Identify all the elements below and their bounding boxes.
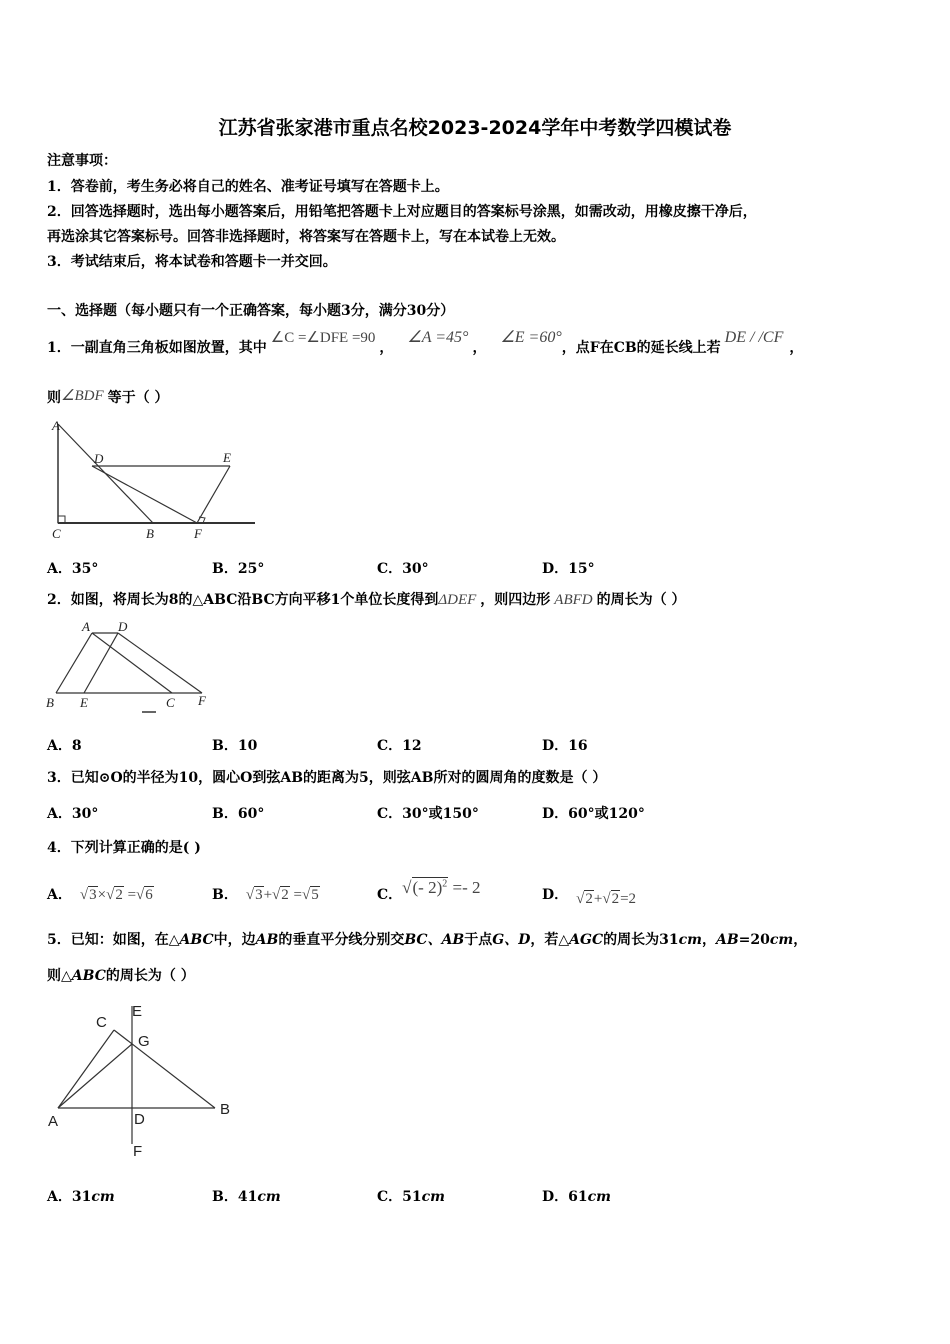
q1-option-a[interactable]: A．35°: [47, 561, 99, 577]
q2-option-d[interactable]: D．16: [542, 738, 588, 754]
q5-l1-i: ，: [793, 932, 808, 948]
q1-text: [47, 329, 804, 358]
q1-text-line2: [47, 388, 168, 408]
q3-option-b[interactable]: B．60°: [212, 806, 265, 822]
q1-formula-4: DE / /CF: [724, 329, 784, 346]
q4-d-op: +: [593, 891, 603, 907]
q4-option-a-expr: √3×√2 =√6: [79, 887, 153, 903]
q1-formula-3: ∠E =60°: [500, 329, 562, 346]
q5-line-ac: [58, 1030, 114, 1108]
q2-label-b: B: [46, 695, 54, 710]
q4-a-eq: =: [127, 887, 137, 903]
q4-option-c-letter: C．: [377, 887, 403, 903]
q4-option-d-expr: √2+√2=2: [576, 891, 637, 907]
q4-c-inner: (- 2): [412, 878, 443, 897]
notes-item-1: 1．答卷前，考生务必将自己的姓名、准考证号填写在答题卡上。: [47, 179, 449, 195]
q5-l1-a: 5．已知：如图，在△: [47, 932, 180, 948]
q5-l1-h: =20: [738, 932, 770, 948]
q4-b-r1: 3: [255, 887, 263, 903]
q4-c-exp: 2: [442, 878, 448, 890]
q4-option-b[interactable]: [212, 884, 320, 904]
q5-l1-cm1: cm: [678, 932, 702, 948]
q5-l1-f: 的周长为31: [603, 932, 679, 948]
q5-option-b-unit: cm: [257, 1189, 281, 1205]
q4-d-rhs: =2: [620, 891, 637, 907]
q5-label-e: E: [132, 1003, 143, 1020]
q4-d-r2: 2: [611, 891, 620, 907]
q5-option-d[interactable]: [542, 1186, 611, 1206]
q2-formula-2: ABFD: [554, 592, 593, 608]
q5-option-c[interactable]: [377, 1186, 445, 1206]
q5-label-a: A: [48, 1113, 59, 1130]
q5-text-line2: [47, 966, 195, 986]
q4-option-c-expr: √(- 2)$^2$ =- 2: [402, 878, 481, 897]
q4-option-a-letter: A．: [47, 887, 72, 903]
q1-label-a: A: [52, 418, 60, 433]
q4-a-op: ×: [97, 887, 107, 903]
q5-option-b-value: B．41: [212, 1189, 258, 1205]
q5-l1-ab: AB: [255, 932, 279, 948]
q4-a-r3: 6: [145, 887, 153, 903]
q5-line-cb: [114, 1030, 215, 1108]
q5-l2-b: 的周长为（ ）: [105, 968, 195, 984]
notes-item-2: 2．回答选择题时，选出每小题答案后，用铅笔把答题卡上对应题目的答案标号涂黑，如需改动，用橡皮擦干净后，: [47, 204, 757, 220]
q5-l1-bc-ab: BC、AB: [404, 932, 465, 948]
q1-option-b[interactable]: B．25°: [212, 561, 265, 577]
q2-option-b[interactable]: B．10: [212, 738, 258, 754]
q2-figure: [40, 617, 220, 717]
q5-label-d: D: [134, 1111, 145, 1128]
q5-l1-c: 的垂直平分线分别交: [278, 932, 405, 948]
q5-l1-g: ，: [701, 932, 716, 948]
page-title: 江苏省张家港市重点名校2023-2024学年中考数学四模试卷: [218, 117, 732, 139]
q5-label-f: F: [133, 1143, 143, 1160]
q2-text-c: 的周长为（ ）: [596, 592, 686, 608]
q2-text-a: 2．如图，将周长为8的△ABC沿BC方向平移1个单位长度得到: [47, 592, 439, 608]
q3-option-a[interactable]: A．30°: [47, 806, 99, 822]
q2-text: [47, 590, 686, 610]
q1-figure: [40, 416, 270, 546]
q1-formula-5: ∠BDF: [61, 388, 104, 404]
q4-option-a[interactable]: [47, 884, 154, 904]
q4-option-d-letter: D．: [542, 887, 569, 903]
q1-sep-1: ，: [379, 340, 394, 356]
q5-option-a[interactable]: [47, 1186, 115, 1206]
q5-option-a-value: A．31: [47, 1189, 92, 1205]
q3-option-c[interactable]: C．30°或150°: [377, 806, 479, 822]
notes-item-2-cont: 再选涂其它答案标号。回答非选择题时，将答案写在答题卡上，写在本试卷上无效。: [47, 229, 565, 245]
q4-d-r1: 2: [585, 891, 593, 907]
q1-text-b: ，点F在CB的延长线上若: [561, 340, 721, 356]
q2-label-f: F: [198, 693, 206, 708]
q4-b-eq: =: [293, 887, 302, 903]
q5-label-b: B: [220, 1101, 231, 1118]
q4-a-r2: 2: [115, 887, 123, 903]
q5-option-c-value: C．51: [377, 1189, 422, 1205]
q1-right-angle-c: [58, 516, 65, 523]
q5-l1-b: 中，边: [213, 932, 256, 948]
q2-option-a[interactable]: A．8: [47, 738, 82, 754]
q4-text: 4．下列计算正确的是( ): [47, 840, 201, 856]
q1-line-ef: [197, 466, 230, 523]
q4-option-c[interactable]: [377, 878, 481, 904]
q5-option-c-unit: cm: [421, 1189, 445, 1205]
q2-label-a: A: [82, 619, 90, 634]
q5-l1-agc: AGC: [569, 932, 604, 948]
q5-l1-gd: G、D: [492, 932, 531, 948]
q5-option-d-unit: cm: [587, 1189, 611, 1205]
q2-line-ab: [56, 633, 92, 693]
q2-formula-1: ΔDEF: [438, 592, 477, 608]
q1-formula-1: ∠C =∠DFE =90: [270, 330, 376, 346]
notes-item-3: 3．考试结束后，将本试卷和答题卡一并交回。: [47, 254, 337, 270]
q1-text-c: 则: [47, 390, 61, 406]
q5-l1-e: ，若△: [530, 932, 570, 948]
q2-label-d: D: [118, 619, 128, 634]
q1-label-f: F: [194, 526, 202, 541]
q2-label-e: E: [80, 695, 88, 710]
q5-l1-abc: ABC: [179, 932, 214, 948]
q1-option-c[interactable]: C．30°: [377, 561, 429, 577]
q1-sep-2: ，: [472, 340, 487, 356]
q3-text: 3．已知⊙O的半径为10，圆心O到弦AB的距离为5，则弦AB所对的圆周角的度数是（ ）: [47, 770, 607, 786]
q4-b-r3: 5: [311, 887, 319, 903]
q4-c-radicand: [412, 877, 449, 897]
q1-label-c: C: [52, 526, 61, 541]
q4-b-r2: 2: [281, 887, 289, 903]
q2-option-c[interactable]: C．12: [377, 738, 422, 754]
q4-option-b-expr: √3+√2 =√5: [245, 887, 319, 903]
section-heading: 一、选择题（每小题只有一个正确答案，每小题3分，满分30分）: [47, 303, 455, 319]
q5-figure: [40, 996, 250, 1164]
q1-label-d: D: [94, 451, 104, 466]
q1-label-b: B: [146, 526, 154, 541]
q5-l1-ab2: AB: [715, 932, 739, 948]
notes-heading: 注意事项：: [47, 153, 117, 169]
q5-option-b[interactable]: [212, 1186, 281, 1206]
q1-option-d[interactable]: D．15°: [542, 561, 595, 577]
q4-c-rhs: =- 2: [452, 878, 481, 897]
q5-option-a-unit: cm: [91, 1189, 115, 1205]
q5-line-ag: [58, 1044, 132, 1108]
q2-label-c: C: [166, 695, 175, 710]
q5-label-c: C: [96, 1014, 107, 1031]
q5-l1-cm2: cm: [769, 932, 794, 948]
q5-label-g: G: [138, 1033, 150, 1050]
q1-text-a: 1．一副直角三角板如图放置，其中: [47, 340, 267, 356]
q4-option-d[interactable]: [542, 884, 637, 907]
q4-a-r1: 3: [89, 887, 97, 903]
q5-text-line1: [47, 930, 807, 950]
q5-l2-abc: ABC: [71, 968, 106, 984]
q1-label-e: E: [223, 450, 231, 465]
q5-l2-a: 则△: [47, 968, 72, 984]
q1-text-d: 等于（ ）: [107, 390, 169, 406]
q4-b-op: +: [263, 887, 273, 903]
q5-l1-d: 于点: [464, 932, 493, 948]
q1-sep-3: ，: [789, 340, 804, 356]
q5-option-d-value: D．61: [542, 1189, 588, 1205]
q1-formula-2: ∠A =45°: [407, 329, 469, 346]
q4-option-b-letter: B．: [212, 887, 238, 903]
q2-text-b: ，则四边形: [480, 592, 551, 608]
q2-line-de: [84, 633, 118, 693]
q3-option-d[interactable]: D．60°或120°: [542, 806, 645, 822]
